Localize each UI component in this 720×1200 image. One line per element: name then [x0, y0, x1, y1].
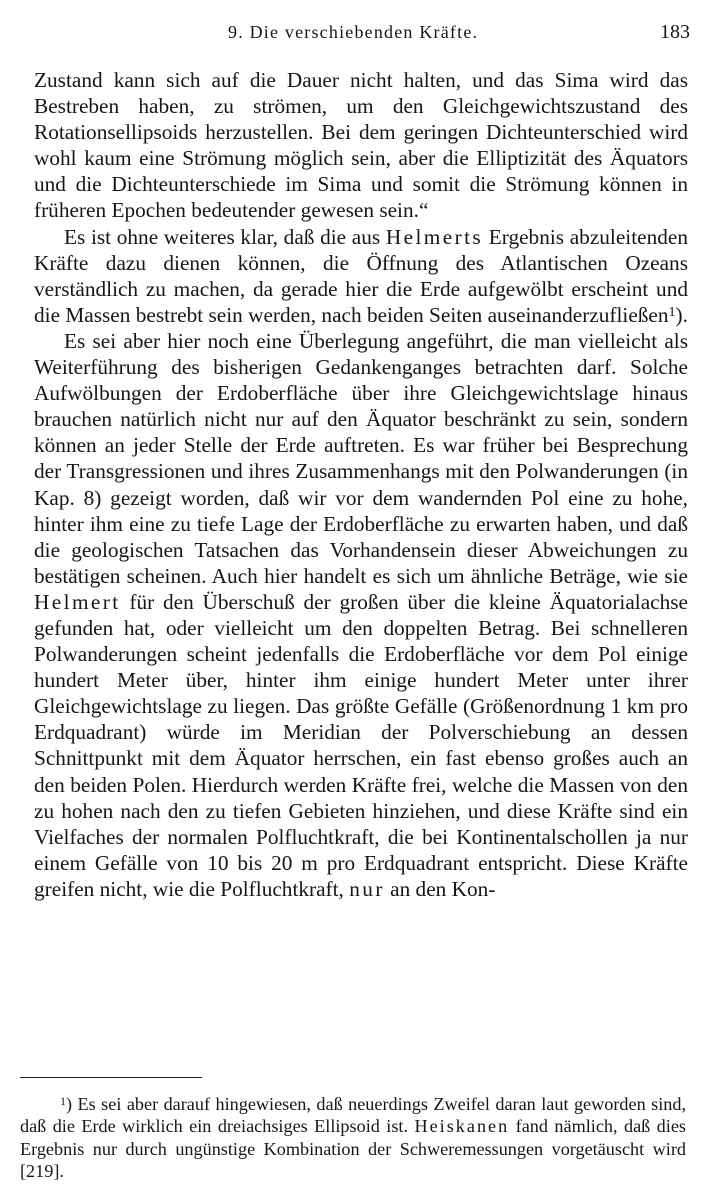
footnote-marker-close: ) [66, 1094, 73, 1114]
paragraph-2-text-after: Ergebnis abzuleitenden Kräfte dazu dienen können, die Öffnung des Atlantischen Ozeans verständlich zu machen, da gerade hier die Erde aufgewölbt erscheint und die Massen bestrebt sein werden, nach beiden Seiten auseinanderzufließen [34, 224, 688, 327]
running-title: 9. Die verschiebenden Kräfte. [228, 22, 479, 42]
footnote-marker: 1 [60, 1094, 66, 1108]
running-head [0, 18, 720, 48]
paragraph-1: Zustand kann sich auf die Dauer nicht halten, und das Sima wird das Bestreben haben, zu strömen, um den Gleichgewichtszustand des Rotationsellipsoids herzustellen. Bei dem geringen Dichteunterschied wird wohl kaum eine Strömung möglich sein, aber die Elliptizität des Äquators und die Dichteunterschiede im Sima und somit die Strömung können in früheren Epochen bedeutender gewesen sein.“ [34, 68, 688, 223]
footnote-text-after: fand nämlich, daß dies Ergebnis nur durch ungünstige Kombination der Schweremessungen vorgetäuscht wird [219]. [20, 1116, 686, 1181]
paragraph-2-text-end: ). [675, 302, 688, 327]
paragraph-3-text-middle: für den Überschuß der großen über die kleine Äquatorialachse gefunden hat, oder vielleicht um den doppelten Betrag. Bei schnelleren Polwanderungen scheint jedenfalls die Erdoberfläche vor dem Pol einige hundert Meter über, hinter ihm einige hundert Meter unter ihrer Gleichgewichtslage zu liegen. Das größte Gefälle (Größenordnung 1 km pro Erdquadrant) würde im Meridian der Polverschiebung an dessen Schnittpunkt mit dem Äquator herrschen, ein fast ebenso großes auch an den beiden Polen. Hierdurch werden Kräfte frei, welche die Massen von den zu hohen nach den zu tiefen Gebieten hinziehen, und diese Kräfte sind ein Vielfaches der normalen Polfluchtkraft, die bei Kontinentalschollen ja nur einem Gefälle von 10 bis 20 m pro Erdquadrant entspricht. Diese Kräfte greifen nicht, wie die Polfluchtkraft, [34, 589, 688, 901]
body-text [34, 67, 688, 902]
paragraph-2 [34, 224, 688, 328]
paragraph-3-text-before: Es sei aber hier noch eine Überlegung angeführt, die man vielleicht als Weiterführung des bisherigen Gedankenganges betrachten darf. Solche Aufwölbungen der Erdoberfläche über ihre Gleichgewichtslage hinaus brauchen natürlich nicht nur auf den Äquator beschränkt zu sein, sondern können an jeder Stelle der Erde auftreten. Es war früher bei Besprechung der Transgressionen und ihres Zusammenhangs mit den Polwanderungen (in Kap. 8) gezeigt worden, daß wir vor dem wandernden Pol eine zu hohe, hinter ihm eine zu tiefe Lage der Erdoberfläche zu erwarten haben, und daß die geologischen Tatsachen das Vorhandensein dieser Abweichungen zu bestätigen scheinen. Auch hier handelt es sich um ähnliche Beträge, wie sie [34, 328, 688, 588]
paragraph-2-text-before: Es ist ohne weiteres klar, daß die aus [64, 224, 386, 249]
footnote-text-before: Es sei aber darauf hingewiesen, daß neuerdings Zweifel daran laut geworden sind, daß die Erde wirklich ein dreiachsiges Ellipsoid ist. [20, 1094, 686, 1137]
page-number: 183 [660, 21, 690, 43]
footnote-paragraph [20, 1093, 686, 1182]
paragraph-3-text-end: an den Kon- [384, 876, 496, 901]
author-name-helmert: Helmert [34, 589, 121, 614]
paragraph-3 [34, 328, 688, 902]
author-name-helmerts: Helmerts [385, 224, 484, 249]
footnote-reference: 1 [668, 304, 676, 320]
author-name-heiskanen: Heiskanen [414, 1116, 510, 1137]
emphasis-nur: nur [349, 876, 385, 901]
footnote-separator-rule [20, 1077, 202, 1078]
footnote [20, 1093, 686, 1182]
